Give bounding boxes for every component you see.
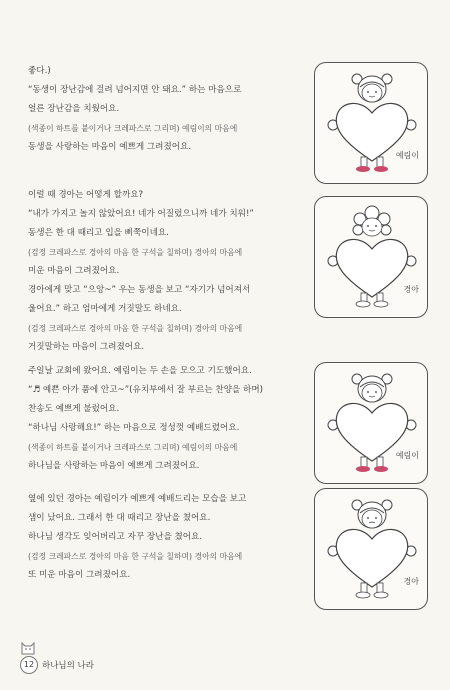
cat-mascot-icon — [18, 636, 38, 656]
text-line: 샘이 났어요. 그래서 한 대 때리고 장난을 쳤어요. — [28, 513, 211, 523]
girl-heart-illustration — [315, 63, 429, 185]
text-line: 동생을 사랑하는 마음이 예쁘게 그려졌어요. — [28, 142, 192, 152]
text-line: 옆에 있던 경아는 예림이가 예쁘게 예배드리는 모습을 보고 — [28, 494, 247, 504]
text-line: 경아에게 맞고 “으앙~” 우는 동생을 보고 “자기가 넘어져서 — [28, 285, 251, 295]
text-line: “동생이 장난감에 걸려 넘어지면 안 돼요.” 하는 마음으로 — [28, 85, 242, 95]
text-line: 주일날 교회에 왔어요. 예림이는 두 손을 모으고 기도했어요. — [28, 366, 252, 376]
text-line: “♬ 예쁜 아가 품에 안고~”(유치부에서 잘 부르는 찬양을 하며) — [28, 385, 264, 395]
text-line: 찬송도 예쁘게 불렀어요. — [28, 404, 120, 414]
text-line: 하나님 생각도 잊어버리고 자꾸 장난을 쳤어요. — [28, 532, 203, 542]
character-card-yerim — [314, 362, 428, 484]
instruction-line: (검정 크레파스로 경아의 마음 한 구석을 칠하며) 경아의 마음에 — [28, 552, 243, 561]
instruction-line: (검정 크레파스로 경아의 마음 한 구석을 칠하며) 경아의 마음에 — [28, 248, 243, 257]
page-number: 12 — [20, 656, 38, 674]
character-name-label: 경아 — [403, 577, 419, 586]
page-footer — [8, 640, 208, 676]
text-line: 거짓말하는 마음이 그려졌어요. — [28, 342, 145, 352]
section-text — [28, 62, 308, 157]
girl-heart-illustration — [315, 197, 429, 319]
section-text — [28, 186, 308, 357]
section-text — [28, 362, 308, 476]
character-name-label: 예림이 — [395, 151, 419, 160]
text-line: “내가 가지고 놀지 않았어요! 네가 어질렀으니까 네가 치워!” — [28, 209, 254, 219]
text-line: 이럴 때 경아는 어떻게 할까요? — [28, 190, 144, 200]
girl-heart-illustration — [315, 489, 429, 611]
instruction-line: (색종이 하트를 붙이거나 크레파스로 그리며) 예림이의 마음에 — [28, 124, 238, 133]
character-name-label: 경아 — [403, 285, 419, 294]
character-card-yerim — [314, 62, 428, 184]
text-line: 미운 마음이 그려졌어요. — [28, 266, 120, 276]
text-line: 하나님을 사랑하는 마음이 예쁘게 그려졌어요. — [28, 461, 200, 471]
section-text — [28, 490, 308, 585]
instruction-line: (색종이 하트를 붙이거나 크레파스로 그리며) 예림이의 마음에 — [28, 443, 238, 452]
book-title: 하나님의 나라 — [42, 661, 94, 671]
character-name-label: 예림이 — [395, 451, 419, 460]
text-line: 또 미운 마음이 그려졌어요. — [28, 570, 131, 580]
character-card-gyeonga — [314, 488, 428, 610]
instruction-line: (검정 크레파스로 경아의 마음 한 구석을 칠하며) 경아의 마음에 — [28, 324, 243, 333]
text-line: 좋다.) — [28, 66, 51, 76]
text-line: “하나님 사랑해요!” 하는 마음으로 정성껏 예배드렸어요. — [28, 423, 240, 433]
girl-heart-illustration — [315, 363, 429, 485]
text-line: 얼른 장난감을 치웠어요. — [28, 104, 120, 114]
text-line: 울어요.” 하고 엄마에게 거짓말도 하네요. — [28, 304, 182, 314]
text-line: 동생은 한 대 때리고 입을 삐쭉이네요. — [28, 228, 169, 238]
character-card-gyeonga — [314, 196, 428, 318]
